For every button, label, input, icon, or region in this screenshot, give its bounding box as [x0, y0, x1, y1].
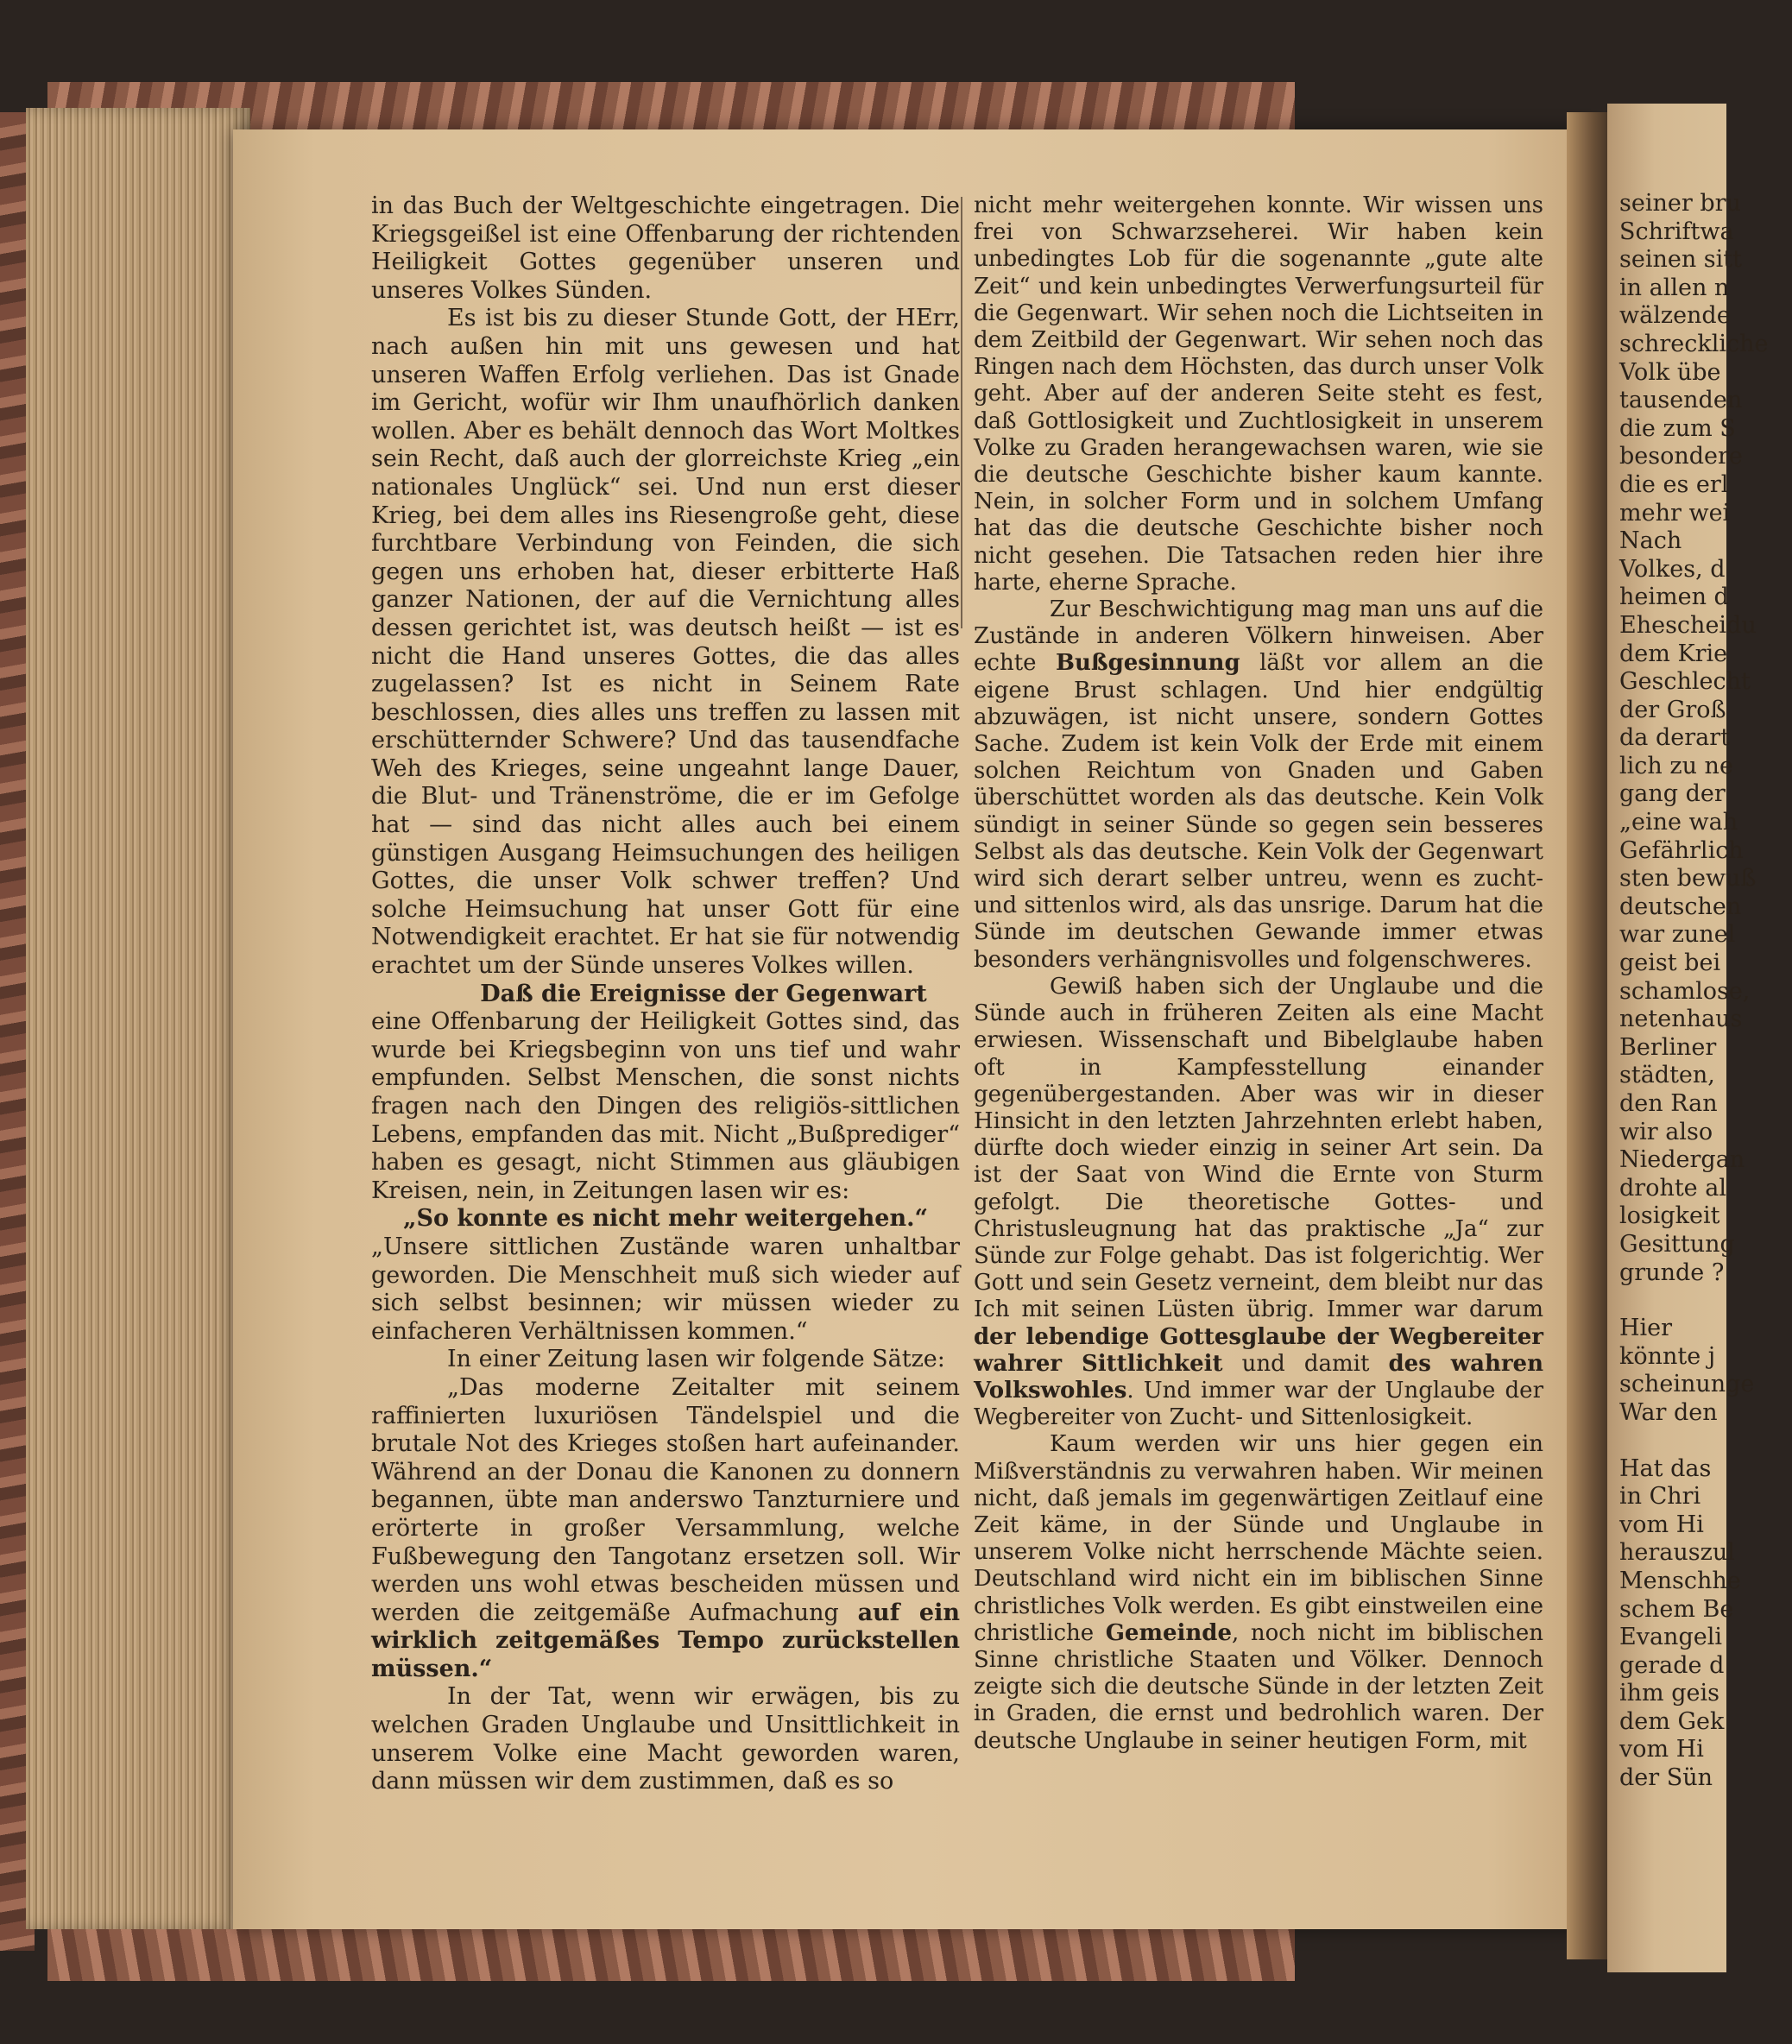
paragraph: In einer Zeitung lasen wir folgende Sätze:	[447, 1346, 945, 1373]
paragraph: Es ist bis zu dieser Stunde Gott, der HErr, nach außen hin mit uns gewesen und hat unseren Waffen Erfolg verliehen. Das ist Gnade im Gericht, wofür wir Ihm unaufhörlich danken wollen. Aber es behält dennoch das Wort Moltkes sein Recht, daß auch der glorreichste Krieg „ein nationales Unglück“ sei. Und nun erst dieser Krieg, bei dem alles ins Riesengroße geht, diese furchtbare Verbindung von Feinden, die sich gegen uns erhoben hat, dieser erbitterte Haß ganzer Nationen, der auf die Vernichtung alles dessen gerichtet ist, was deutsch heißt — ist es nicht die Hand unseres Gottes, die das alles zugelassen? Ist es nicht in Seinem Rate beschlossen, dies alles uns treffen zu lassen mit erschütternder Schwere? Und das tausendfache Weh des Krieges, seine ungeahnt lange Dauer, die Blut- und Tränenströme, die er im Gefolge hat — sind das nicht alles auch bei einem günstigen Ausgang Heimsuchungen des heiligen Gottes, die unser Volk schwer treffen? Und solche Heimsuchung hat unser Gott für eine Notwendigkeit erachtet. Er hat sie für notwendig erachtet um der Sünde unseres Volkes willen.	[371, 305, 960, 980]
right-page-line: deutschen	[1619, 893, 1742, 920]
right-page-line: in allen n	[1619, 274, 1730, 301]
page-edges	[26, 108, 250, 1929]
emphasis: des wahren Volkswohles	[974, 1350, 1543, 1404]
text-run: , noch nicht im biblischen Sinne christliche Staaten und Völker. Dennoch zeigte sich die deutsche Sünde in der letzten Zeit in Graden, die ernst und bedrohlich waren. Der deutsche Unglaube in seiner heutigen Form, mit	[974, 1619, 1543, 1754]
column-divider	[961, 197, 962, 628]
text-run: und damit	[1222, 1350, 1389, 1377]
right-page-line: dem Gek	[1619, 1707, 1725, 1735]
right-page-line: Volkes, d	[1619, 555, 1726, 583]
quote-text: „Das moderne Zeitalter mit seinem raffinierten luxuriösen Tändelspiel und die brutale Not des Krieges stoßen hart aufeinander. Während an der Donau die Kanonen zu donnern begannen, übte man anderswo Tanzturniere und erörterte in großer Versammlung, welche Fußbewegung den Tangotanz ersetzen soll. Wir werden uns wohl etwas bescheiden müssen und werden die zeitgemäße Aufmachung	[371, 1373, 960, 1626]
section-heading: Daß die Ereignisse der Gegenwart	[480, 980, 927, 1007]
paragraph	[974, 596, 1543, 974]
paragraph	[974, 1431, 1543, 1754]
paragraph: in das Buch der Weltgeschichte eingetragen. Die Kriegsgeißel ist eine Offenbarung der richtenden Heiligkeit Gottes gegenüber unseren und unseres Volkes Sünden.	[371, 192, 960, 304]
right-page-line: Ehescheidu	[1619, 611, 1757, 639]
right-page-line: der Sün	[1619, 1764, 1713, 1792]
paragraph: „Unsere sittlichen Zustände waren unhaltbar geworden. Die Menschheit muß sich wieder auf sich selbst besinnen; wir müssen wieder zu einfacheren Verhältnissen kommen.“	[371, 1233, 960, 1345]
paragraph: In der Tat, wenn wir erwägen, bis zu welchen Graden Unglaube und Unsittlichkeit in unserem Volke eine Macht geworden waren, dann müssen wir dem zustimmen, daß es so	[371, 1683, 960, 1795]
right-page-line: vom Hi	[1619, 1511, 1704, 1538]
right-page-line: Hat das	[1619, 1454, 1712, 1482]
right-page-line: Hier	[1619, 1315, 1673, 1342]
right-page-line: gang der	[1619, 780, 1726, 808]
right-page-fragment	[1607, 104, 1769, 1972]
paragraph: eine Offenbarung der Heiligkeit Gottes sind, das wurde bei Kriegsbeginn von uns tief und wahr empfunden. Selbst Menschen, die sonst nichts fragen nach den Dingen des religiös-sittlichen Lebens, empfanden das mit. Nicht „Bußprediger“ haben es gesagt, nicht Stimmen aus gläubigen Kreisen, nein, in Zeitungen lasen wir es:	[371, 1008, 960, 1204]
right-page-line: war zunel	[1619, 921, 1736, 949]
text-run: . Und immer war der Unglaube der Wegbereiter von Zucht- und Sittenlosigkeit.	[974, 1377, 1543, 1431]
right-page-line: Gefährlich	[1619, 836, 1744, 864]
paragraph: nicht mehr weitergehen konnte. Wir wissen uns frei von Schwarzseherei. Wir haben kein unbedingtes Lob für die sogenannte „gute alte Zeit“ und kein unbedingtes Verwerfungsurteil für die Gegenwart. Wir sehen noch die Lichtseiten in dem Zeitbild der Gegenwart. Wir sehen noch das Ringen nach dem Höchsten, das durch unser Volk geht. Aber auf der anderen Seite steht es fest, daß Gottlosigkeit und Zuchtlosigkeit in unserem Volke zu Graden herangewachsen waren, wie sie die deutsche Geschichte bisher kaum kannte. Nein, in solcher Form und in solchem Umfang hat das die deutsche Geschichte bisher noch nicht gesehen. Die Tatsachen reden hier ihre harte, eherne Sprache.	[974, 192, 1543, 596]
right-page-line: da derart	[1619, 724, 1730, 752]
right-page-line: Berliner	[1619, 1033, 1717, 1061]
right-page-line: Geschlecht	[1619, 668, 1751, 696]
right-page-line: War den	[1619, 1398, 1718, 1426]
right-page-line: sten bewuß	[1619, 865, 1757, 893]
right-page-line: losigkeit	[1619, 1202, 1720, 1230]
right-page-line: „eine wah	[1619, 809, 1738, 836]
right-page-line	[1619, 1428, 1792, 1455]
right-page-line: drohte al	[1619, 1174, 1726, 1202]
right-page-line: schreckliche	[1619, 330, 1769, 357]
right-page-line: grunde ?	[1619, 1259, 1725, 1286]
quote-heading: „So konnte es nicht mehr weitergehen.“	[402, 1205, 929, 1233]
right-page-line: mehr wei	[1619, 499, 1731, 527]
right-page-line: städten,	[1619, 1062, 1715, 1089]
right-page-line: Menschhe	[1619, 1567, 1741, 1594]
right-page-line: geist bei	[1619, 949, 1721, 977]
book-edge-marbled-bottom	[47, 1921, 1295, 1981]
right-page-line: scheinunge	[1619, 1371, 1755, 1398]
right-page-line: lich zu ne	[1619, 752, 1733, 779]
right-page-line	[1619, 1287, 1792, 1315]
text-run: Kaum werden wir uns hier gegen ein Mißverständnis zu verwahren haben. Wir meinen nicht, daß jemals im gegenwärtigen Zeitlauf eine Zeit käme, in der Sünde und Unglaube in unserem Volke nicht herrschende Mächte seien. Deutschland wird nicht ein im biblischen Sinne christliches Volk werden. Es gibt einstweilen eine christliche	[974, 1431, 1543, 1646]
right-page-line: Niedergan	[1619, 1146, 1745, 1174]
right-page-line: die zum S	[1619, 414, 1736, 442]
right-page-line: netenhaus	[1619, 1006, 1743, 1033]
quote-emphasis: auf ein wirklich zeitgemäßes Tempo zurückstellen müssen.“	[371, 1599, 960, 1682]
right-page-line: besondere	[1619, 443, 1743, 470]
right-page-line: könnte j	[1619, 1342, 1716, 1370]
emphasis: der lebendige Gottesglaube der Wegbereiter wahrer Sittlichkeit	[974, 1323, 1543, 1377]
right-page-line: Evangeli	[1619, 1624, 1722, 1651]
right-page-line: schamlose,	[1619, 977, 1751, 1005]
right-page-line: Nach	[1619, 527, 1682, 555]
right-page-line: seiner bru	[1619, 190, 1741, 217]
right-page-line: den Ran	[1619, 1090, 1718, 1117]
right-page-line: in Chri	[1619, 1483, 1701, 1511]
right-page-line: herauszul	[1619, 1539, 1735, 1567]
right-page-line: wälzende	[1619, 302, 1731, 330]
middle-text-column	[974, 192, 1543, 1755]
emphasis: Gemeinde	[1105, 1619, 1233, 1646]
right-page-text	[1619, 190, 1792, 1793]
right-page-line: seinen sitt	[1619, 246, 1743, 274]
right-page-line: Volk übe	[1619, 358, 1721, 386]
right-page-line: Gesittung	[1619, 1230, 1735, 1258]
text-run: Gewiß haben sich der Unglaube und die Sünde auch in früheren Zeiten als eine Macht erwiesen. Wissenschaft und Bibelglaube haben oft in Kampfesstellung einander gegenübergestanden. Aber was wir in dieser Hinsicht in den letzten Jahrzehnten erlebt haben, dürfte doch wieder einzig in seiner Art sein. Da ist der Saat von Wind die Ernte von Sturm gefolgt. Die theoretische Gottes- und Christusleugnung hat das praktische „Ja“ zur Sünde zur Folge gehabt. Das ist folgerichtig. Wer Gott und sein Gesetz verneint, dem bleibt nur das Ich mit seinen Lüsten übrig. Immer war darum	[974, 973, 1543, 1323]
text-run: Zur Beschwichtigung mag man uns auf die Zustände in anderen Völkern hinweisen. Aber echte	[974, 596, 1543, 677]
right-page-line: die es erl	[1619, 470, 1729, 498]
quoted-paragraph	[371, 1374, 960, 1684]
right-page-line: ihm geis	[1619, 1680, 1719, 1707]
right-page-line: dem Krie	[1619, 640, 1728, 667]
paragraph	[974, 974, 1543, 1431]
right-page-line: tausenden	[1619, 387, 1743, 414]
right-page-line: Schriftwa	[1619, 218, 1734, 245]
right-page-line: schem Be	[1619, 1595, 1734, 1623]
text-run: läßt vor allem an die eigene Brust schlagen. Und hier endgültig abzuwägen, ist nicht unsere, sondern Gottes Sache. Zudem ist kein Volk der Erde mit einem solchen Reichtum von Gnaden und Gaben überschüttet worden als das deutsche. Kein Volk sündigt in seiner Sünde so gegen sein besseres Selbst als das deutsche. Kein Volk der Gegenwart wird sich derart selber untreu, wenn es zucht- und sittenlos wird, als das unsrige. Darum hat die Sünde im deutschen Gewande immer etwas besonders verhängnisvolles und folgenschweres.	[974, 650, 1543, 973]
left-text-column	[371, 192, 960, 1796]
right-page-line: vom Hi	[1619, 1736, 1704, 1763]
right-page-line: heimen d	[1619, 584, 1729, 611]
right-page-line: wir also	[1619, 1118, 1713, 1145]
emphasis: Bußgesinnung	[1055, 650, 1240, 677]
right-page-line: der Groß	[1619, 696, 1726, 723]
right-page-line: gerade d	[1619, 1651, 1725, 1679]
